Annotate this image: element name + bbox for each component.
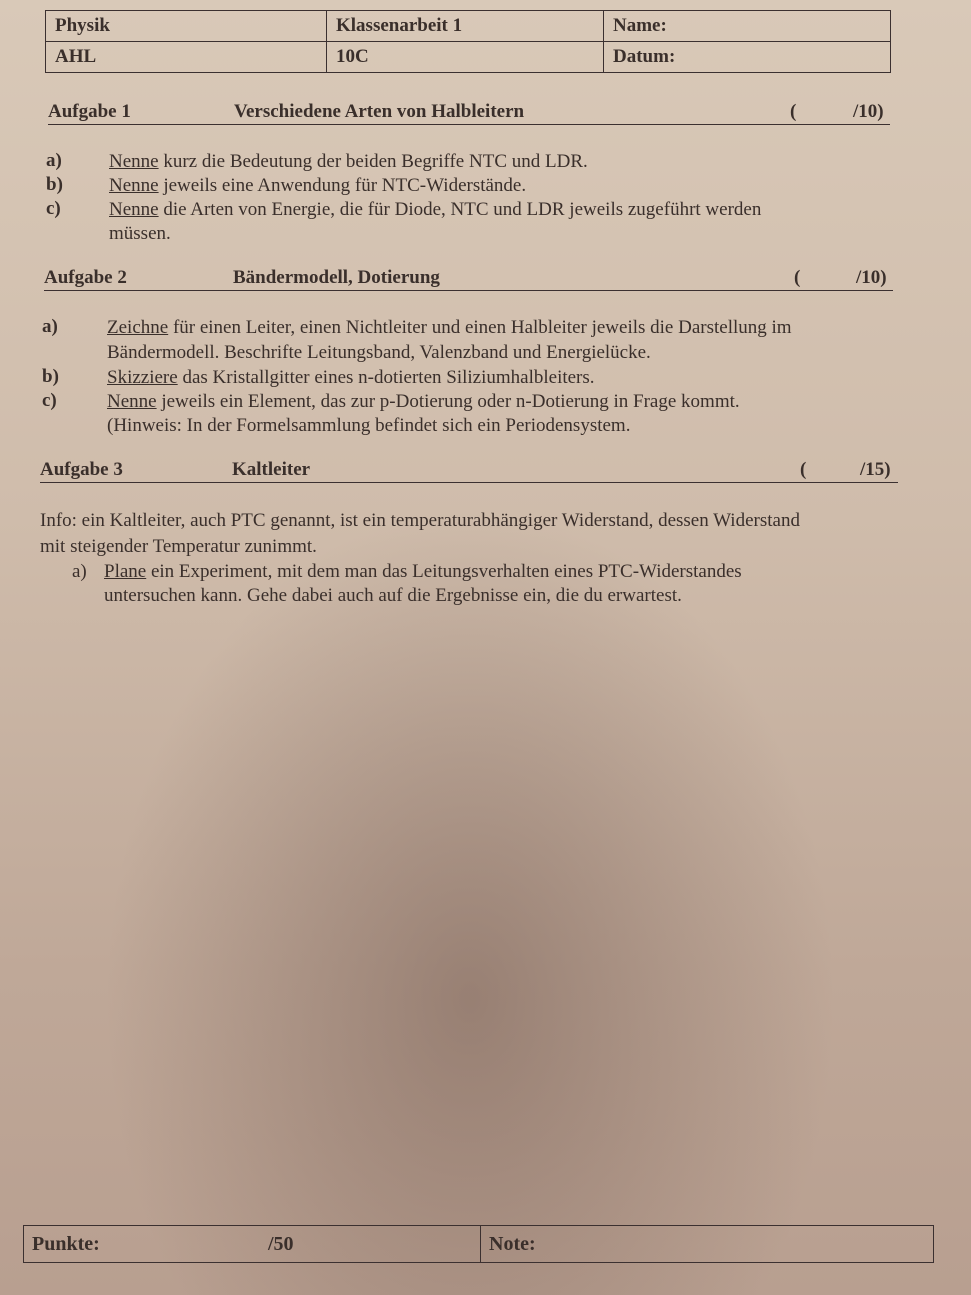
subject-cell: Physik <box>46 11 327 42</box>
task-1-a <box>109 150 588 174</box>
task-2-a-cont: Bändermodell. Beschrifte Leitungsband, Valenzband und Energielücke. <box>107 342 651 363</box>
task-3-header <box>40 458 898 483</box>
task-2-a-verb: Zeichne <box>107 317 169 338</box>
task-3-a <box>104 560 742 584</box>
task-2-topic: Bändermodell, Dotierung <box>233 267 440 288</box>
name-cell: Name: <box>604 11 891 42</box>
task-1-c-cont: müssen. <box>109 223 171 244</box>
task-1-a-text: kurz die Bedeutung der beiden Begriffe NTC und LDR. <box>158 151 588 172</box>
exam-cell: Klassenarbeit 1 <box>327 11 604 42</box>
task-2-c-letter: c) <box>42 390 57 411</box>
task-1-c-letter: c) <box>46 198 61 219</box>
task-3-a-verb: Plane <box>104 561 147 582</box>
task-2-b-text: das Kristallgitter eines n-dotierten Siliziumhalbleiters. <box>177 367 595 388</box>
task-2-b <box>107 366 595 390</box>
task-2-c-verb: Nenne <box>107 391 157 412</box>
task-3-info-line-1: Info: ein Kaltleiter, auch PTC genannt, ist ein temperaturabhängiger Widerstand, dessen Widerstand <box>40 510 800 531</box>
task-3-a-text: ein Experiment, mit dem man das Leitungsverhalten eines PTC-Widerstandes <box>146 561 742 582</box>
task-1-a-verb: Nenne <box>109 151 159 172</box>
task-1-c-verb: Nenne <box>109 199 159 220</box>
task-2-header <box>44 266 893 291</box>
task-1-topic: Verschiedene Arten von Halbleitern <box>234 101 525 122</box>
task-2-b-verb: Skizziere <box>107 367 178 388</box>
score-table <box>23 1225 934 1263</box>
task-1-b-verb: Nenne <box>109 175 159 196</box>
task-2-b-letter: b) <box>42 366 59 387</box>
class-cell: 10C <box>327 42 604 73</box>
task-1-c-text: die Arten von Energie, die für Diode, NTC und LDR jeweils zugeführt werden <box>158 199 762 220</box>
points-total: /50 <box>268 1232 294 1255</box>
grade-label: Note: <box>489 1232 536 1255</box>
task-1-paren: ( <box>790 101 797 122</box>
task-2-points: /10) <box>856 267 887 288</box>
task-2-a-text: für einen Leiter, einen Nichtleiter und einen Halbleiter jeweils die Darstellung im <box>168 317 792 338</box>
teacher-cell: AHL <box>46 42 327 73</box>
task-1-b-letter: b) <box>46 174 63 195</box>
task-2-title: Aufgabe 2 <box>44 267 127 288</box>
task-1-c <box>109 198 761 222</box>
task-2-paren: ( <box>794 267 801 288</box>
task-3-title: Aufgabe 3 <box>40 459 123 480</box>
task-1-a-letter: a) <box>46 150 62 171</box>
task-1-b-text: jeweils eine Anwendung für NTC-Widerstände. <box>158 175 527 196</box>
task-2-c-text: jeweils ein Element, das zur p-Dotierung oder n-Dotierung in Frage kommt. <box>156 391 740 412</box>
task-3-info-line-2: mit steigender Temperatur zunimmt. <box>40 536 317 557</box>
task-2-c-cont: (Hinweis: In der Formelsammlung befindet sich ein Periodensystem. <box>107 415 631 436</box>
task-1-header <box>48 100 890 125</box>
task-2-c <box>107 390 740 414</box>
points-label: Punkte: <box>32 1232 100 1255</box>
task-2-a <box>107 316 792 340</box>
task-2-a-letter: a) <box>42 316 58 337</box>
task-1-points: /10) <box>853 101 884 122</box>
task-3-a-cont: untersuchen kann. Gehe dabei auch auf die Ergebnisse ein, die du erwartest. <box>104 585 682 606</box>
task-3-points: /15) <box>860 459 891 480</box>
grade-cell <box>481 1226 934 1263</box>
date-cell: Datum: <box>604 42 891 73</box>
task-1-title: Aufgabe 1 <box>48 101 131 122</box>
points-cell <box>24 1226 481 1263</box>
task-1-b <box>109 174 526 198</box>
header-table <box>45 10 891 73</box>
task-3-paren: ( <box>800 459 807 480</box>
task-3-a-letter: a) <box>72 561 87 582</box>
task-3-topic: Kaltleiter <box>232 459 311 480</box>
